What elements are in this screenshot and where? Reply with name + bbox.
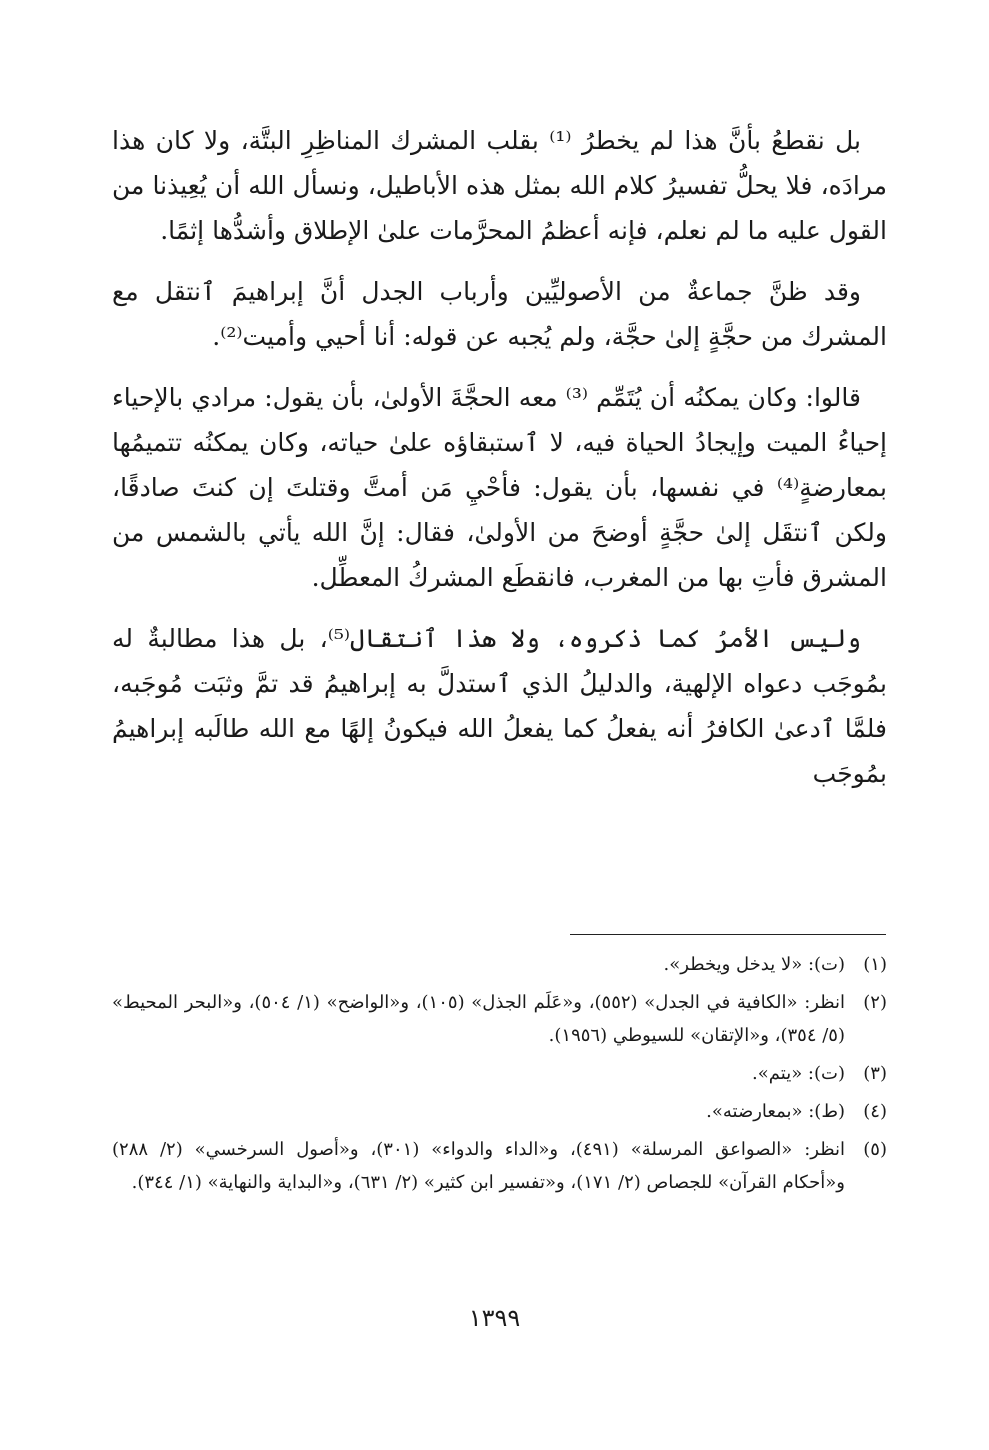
footnote-number: (٣) (863, 1063, 887, 1084)
main-text (112, 118, 887, 812)
paragraph-1: بل نقطعُ بأنَّ هذا لم يخطرُ ⁽¹⁾ بقلب المشرك المناظِرِ البتَّة، ولا كان هذا مرادَه، فلا يحلُّ تفسيرُ كلام الله بمثل هذه الأباطيل، ونسأل الله أن يُعِيذنا من القول عليه ما لم نعلم، فإنه أعظمُ المحرَّمات علىٰ الإطلاق وأشدُّها إثمًا. (112, 126, 887, 245)
footnote-text: (ت): «يتم». (752, 1063, 845, 1084)
paragraph-4: وليس الأمرُ كما ذكروه، ولا هذا ٱنتقال⁽⁵⁾، بل هذا مطالبةٌ له بمُوجَب دعواه الإلهية، والدليلُ الذي ٱستدلَّ به إبراهيمُ قد تمَّ وثبَت مُوجَبه، فلمَّا ٱدعىٰ الكافرُ أنه يفعلُ كما يفعلُ الله فيكونُ إلهًا مع الله طالَبه إبراهيمُ بمُوجَب (112, 624, 887, 788)
footnote-number: (١) (863, 954, 887, 975)
footnote-item (112, 1057, 887, 1090)
footnote-text: (ط): «بمعارضته». (706, 1101, 845, 1122)
footnote-text: انظر: «الصواعق المرسلة» (٤٩١)، و«الداء والدواء» (٣٠١)، و«أصول السرخسي» (٢/ ٢٨٨) و«أحكام القرآن» للجصاص (٢/ ١٧١)، و«تفسير ابن كثير» (٢/ ٦٣١)، و«البداية والنهاية» (١/ ٣٤٤). (112, 1139, 845, 1193)
footnote-item (112, 1095, 887, 1128)
footnote-text: (ت): «لا يدخل ويخطر». (663, 954, 845, 975)
footnote-item (112, 1133, 887, 1199)
footnote-number: (٤) (863, 1101, 887, 1122)
paragraph-3: قالوا: وكان يمكنُه أن يُتَمِّم ⁽³⁾ معه الحجَّةَ الأولىٰ، بأن يقول: مرادي بالإحياء إحياءُ الميت وإيجادُ الحياة فيه، لا ٱستبقاؤه علىٰ حياته، وكان يمكنُه تتميمُها بمعارضةٍ⁽⁴⁾ في نفسها، بأن يقول: فأحْيِ مَن أمتَّ وقتلتَ إن كنتَ صادقًا، ولكن ٱنتقَل إلىٰ حجَّةٍ أوضحَ من الأولىٰ، فقال: إنَّ الله يأتي بالشمس من المشرق فأتِ بها من المغرب، فانقطَع المشركُ المعطِّل. (112, 383, 887, 592)
footnote-number: (٥) (863, 1139, 887, 1160)
paragraph-2: وقد ظنَّ جماعةٌ من الأصوليِّين وأرباب الجدل أنَّ إبراهيمَ ٱنتقل مع المشرك من حجَّةٍ إلىٰ حجَّة، ولم يُجبه عن قوله: أنا أحيي وأميت⁽²⁾. (112, 277, 887, 351)
footnote-item (112, 948, 887, 981)
footnote-number: (٢) (863, 992, 887, 1013)
footnote-text: انظر: «الكافية في الجدل» (٥٥٢)، و«عَلَم الجذل» (١٠٥)، و«الواضح» (١/ ٥٠٤)، و«البحر المحيط» (٥/ ٣٥٤)، و«الإتقان» للسيوطي (١٩٥٦). (112, 992, 845, 1046)
footnote-item (112, 986, 887, 1052)
footnotes (112, 948, 887, 1204)
footnote-divider (570, 934, 886, 935)
page-number: ١٣٩٩ (468, 1304, 521, 1332)
